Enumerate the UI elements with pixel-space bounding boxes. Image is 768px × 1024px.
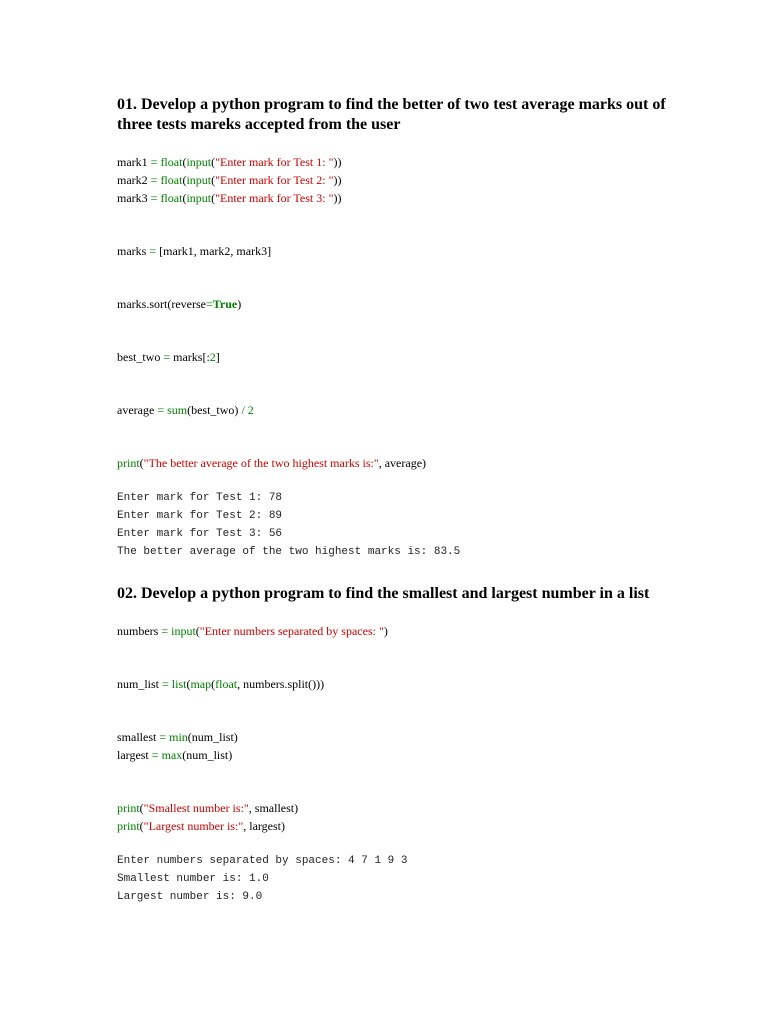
code-token: ( [182,191,187,205]
code-token: True [212,297,238,311]
code-line [117,348,220,366]
code-token: 2 [209,350,216,364]
code-line [117,153,341,171]
code-line [117,295,241,313]
code-line [117,401,254,419]
code-token: marks [117,244,150,258]
code-token: "Enter mark for Test 3: " [215,191,334,205]
code-token: ( [139,819,144,833]
code-token: best_two [117,350,164,364]
code-token: "Enter numbers separated by spaces: " [199,624,384,638]
code-token: ( [211,173,216,187]
code-token: "The better average of the two highest marks is:" [143,456,379,470]
code-token: (num_list) [187,730,238,744]
code-token: [mark1, mark2, mark3] [159,244,272,258]
code-token: , numbers.split())) [237,677,325,691]
code-token: float [215,677,238,691]
code-token: input [171,624,196,638]
code-token: = [150,191,161,205]
code-token: , largest) [243,819,285,833]
code-token: = [162,677,172,691]
code-line [117,622,388,640]
code-token: float [160,173,183,187]
code-line [117,817,285,835]
code-token: input [186,173,212,187]
code-token: mark2 [117,173,151,187]
output-line: Enter mark for Test 3: 56 [117,528,283,540]
code-token: print [117,456,140,470]
output-line: The better average of the two highest marks is: 83.5 [117,546,461,558]
code-token: = [157,403,168,417]
code-token: float [160,191,183,205]
code-token: = [150,173,161,187]
code-token: float [160,155,183,169]
output-line: Smallest number is: 1.0 [117,873,269,885]
code-line [117,728,238,746]
output-line: Enter mark for Test 2: 89 [117,510,283,522]
code-token: = [161,624,172,638]
code-token: average [117,403,158,417]
code-token: = [149,244,160,258]
code-token: map [190,677,212,691]
code-token: ( [211,677,216,691]
code-token: mark3 [117,191,151,205]
code-line [117,171,341,189]
code-token: mark1 [117,155,151,169]
code-token: marks.sort(reverse [117,297,206,311]
code-token: num_list [117,677,163,691]
code-token: (best_two) [187,403,242,417]
code-token: ) [383,624,388,638]
output-line: Enter mark for Test 1: 78 [117,492,283,504]
code-token: = [205,297,213,311]
code-token: smallest [117,730,160,744]
code-token: / 2 [241,403,254,417]
code-token: input [186,191,212,205]
code-token: )) [333,155,342,169]
code-line [117,799,298,817]
code-token: ( [139,801,144,815]
code-token: , smallest) [248,801,299,815]
code-line [117,746,232,764]
code-token: print [117,801,140,815]
code-token: largest [117,748,152,762]
code-token: (num_list) [182,748,233,762]
code-line [117,454,426,472]
code-token: print [117,819,140,833]
code-token: )) [333,191,342,205]
code-token: ( [186,677,191,691]
code-line [117,189,341,207]
code-token: , average) [378,456,427,470]
code-token: ( [211,191,216,205]
output-line: Largest number is: 9.0 [117,891,263,903]
code-line [117,675,324,693]
code-token: marks[: [173,350,210,364]
code-token: numbers [117,624,162,638]
code-token: = [163,350,174,364]
output-line: Enter numbers separated by spaces: 4 7 1 9 3 [117,855,408,867]
code-token: ) [237,297,242,311]
code-token: input [186,155,212,169]
section-2-heading: 02. Develop a python program to find the smallest and largest number in a list [117,585,650,602]
code-token: "Largest number is:" [143,819,244,833]
code-token: )) [333,173,342,187]
code-token: sum [167,403,188,417]
code-token: "Smallest number is:" [143,801,249,815]
code-token: ] [215,350,220,364]
code-token: = [159,730,170,744]
section-1-heading: 01. Develop a python program to find the better of two test average marks out of three tests mareks accepted from the user [117,96,666,133]
code-token: = [151,748,162,762]
code-token: = [150,155,161,169]
code-token: list [171,677,187,691]
code-token: ( [182,173,187,187]
code-line [117,242,271,260]
code-token: "Enter mark for Test 2: " [215,173,334,187]
code-token: max [161,748,183,762]
code-token: ( [139,456,144,470]
code-token: ( [211,155,216,169]
code-token: ( [182,155,187,169]
code-token: ( [195,624,200,638]
code-token: "Enter mark for Test 1: " [215,155,334,169]
code-token: min [169,730,188,744]
